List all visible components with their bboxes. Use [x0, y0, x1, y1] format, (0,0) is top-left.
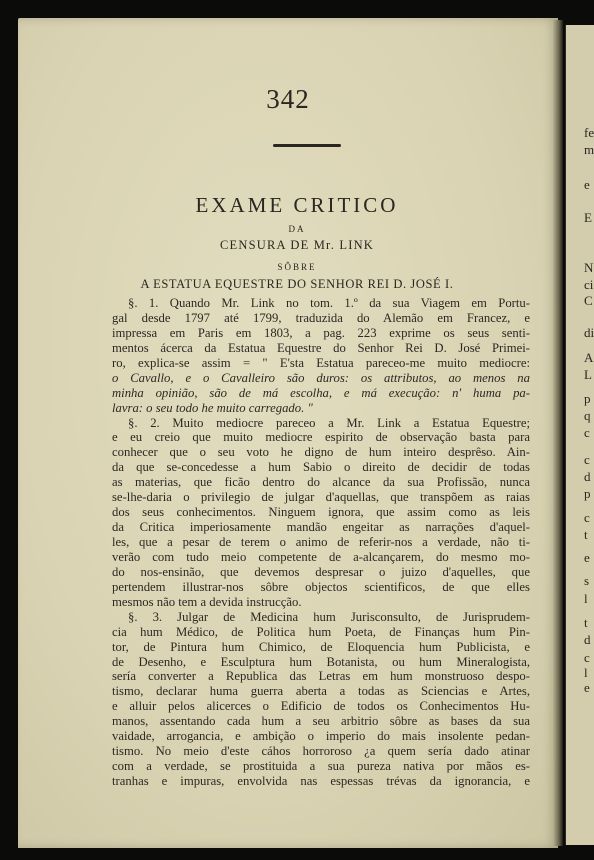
page-number: 342 [266, 84, 310, 114]
adjacent-page-fragment: c [584, 650, 590, 665]
text-line: impressa em Paris em 1803, a pag. 223 exprime os seus senti- [112, 325, 530, 340]
text-line: tranhas e impuras, envolvida nas espessas trévas da ignorancia, e [112, 774, 530, 788]
text-line: conhecer que o seu voto he digno de hum inteiro desprêso. Ain- [112, 445, 530, 460]
adjacent-page-fragment: c [584, 510, 590, 525]
text-line: o Cavallo, e o Cavalleiro são duros: os attributos, ao menos na [112, 370, 530, 385]
text-line: sería converter a Republica das Letras em hum monstruoso despo- [112, 669, 530, 684]
text-line: mentos ácerca da Estatua Equestre do Senhor Rei D. José Primei- [112, 340, 530, 355]
body-text [112, 296, 530, 789]
text-line: pertendem illustrar-nos sôbre objectos scientificos, de que elles [112, 579, 530, 594]
title-connector-sobre: SÔBRE [277, 262, 317, 272]
text-line: dos seus conhecimentos. Ninguem ignora, que assim como as leis [112, 505, 530, 520]
adjacent-page-fragment: d [584, 632, 591, 647]
adjacent-page-fragment: di [584, 325, 594, 340]
adjacent-page-fragment: fe [584, 125, 594, 140]
text-line: mesmos não tem a devida instrucção. [112, 594, 302, 609]
adjacent-page-fragment: N [584, 260, 594, 275]
text-line: les, que a pesar de terem o animo de referir-nos a verdade, não ti- [112, 535, 530, 549]
adjacent-page-fragment: e [584, 550, 590, 565]
adjacent-page-fragment: m [584, 142, 594, 157]
adjacent-page-edge [565, 25, 594, 845]
adjacent-page-fragment: s [584, 573, 590, 588]
title-connector-da: DA [288, 224, 306, 234]
text-line: de Desenho, e Esculptura hum Botanista, ou hum Mineralogista, [112, 654, 530, 669]
adjacent-page-fragment: e [584, 177, 590, 192]
adjacent-page-fragment: L [584, 367, 592, 382]
text-line: da Critica imperiosamente mandão engeitar as narrações d'aquel- [112, 520, 530, 535]
adjacent-page-fragment: t [584, 527, 588, 542]
adjacent-page-fragment: e [584, 680, 590, 695]
text-line: da que se-concedesse a hum Sabio o direito de decidir de todas [112, 460, 530, 475]
chapter-title: EXAME CRITICO [195, 193, 399, 217]
text-line: e alluir pelos alicerces o Edificio de todos os Conhecimentos Hu- [112, 699, 530, 714]
adjacent-page-fragment: c [584, 425, 590, 440]
text-line: tismo, declarar huma guerra aberta a todas as Sciencias e Artes, [112, 684, 530, 699]
text-line: e eu creio que muito mediocre espirito de observação basta para [112, 430, 530, 445]
text-line: §. 1. Quando Mr. Link no tom. 1.º da sua Viagem em Portu- [128, 296, 530, 310]
adjacent-page-fragment: l [584, 665, 588, 680]
text-line: §. 3. Julgar de Medicina hum Jurisconsulto, de Jurisprudem- [128, 609, 530, 624]
text-line: lavra: o seu todo he muito carregado. " [112, 400, 313, 415]
adjacent-page-fragment: q [584, 408, 591, 423]
chapter-subtitle: A ESTATUA EQUESTRE DO SENHOR REI D. JOSÉ I. [140, 277, 454, 291]
adjacent-page-fragment: c [584, 452, 590, 467]
adjacent-page-fragment: E [584, 210, 592, 225]
ornamental-rule [273, 144, 341, 147]
text-line: minha opinião, são de má escolha, e má execução: n' huma pa- [112, 385, 530, 400]
text-line: gal desde 1797 até 1799, traduzida do Alemão em Francez, e [112, 310, 530, 325]
adjacent-page-fragment: ci [584, 277, 594, 292]
adjacent-page-fragment: l [584, 591, 588, 606]
text-line: tor, de Pintura hum Chimico, de Eloquencia hum Publicista, e [112, 639, 530, 654]
text-line: cia hum Médico, de Politica hum Poeta, de Finanças hum Pin- [112, 624, 530, 639]
text-line: manos, assentando cada hum a seu arbitrio sôbre as bases da sua [112, 714, 530, 729]
adjacent-page-fragment: p [584, 391, 591, 406]
text-line: vaidade, arrogancia, e ambição o imperio do mais insolente pedan- [112, 729, 530, 744]
text-line: com a verdade, se prostituida a sua pureza nativa por mãos es- [112, 759, 530, 774]
text-line: tismo. No meio d'este cáhos horroroso ¿a quem sería dado atinar [112, 744, 530, 759]
text-line: as materias, que ficão dentro do alcance da sua Profissão, nunca [112, 475, 530, 490]
text-line: se-lhe-daria o privilegio de julgar d'aquellas, que transpõem as raias [112, 490, 530, 505]
adjacent-page-fragment: t [584, 615, 588, 630]
adjacent-page-fragment: C [584, 293, 593, 308]
text-line: verão com tudo meio competente de a-alcançarem, do mesmo mo- [112, 549, 530, 564]
text-line: do nos-ensinão, que devemos despresar o juizo d'aquelles, que [112, 564, 530, 579]
adjacent-page-fragment: p [584, 486, 591, 501]
book-gutter [553, 20, 563, 846]
adjacent-page-fragment: d [584, 469, 591, 484]
text-line: ro, explica-se assim = " E'sta Estatua pareceo-me muito mediocre: [112, 355, 530, 370]
censura-line: CENSURA DE Mr. LINK [219, 238, 375, 252]
text-line: §. 2. Muito mediocre pareceo a Mr. Link a Estatua Equestre; [128, 415, 530, 430]
adjacent-page-fragment: A [584, 350, 594, 365]
